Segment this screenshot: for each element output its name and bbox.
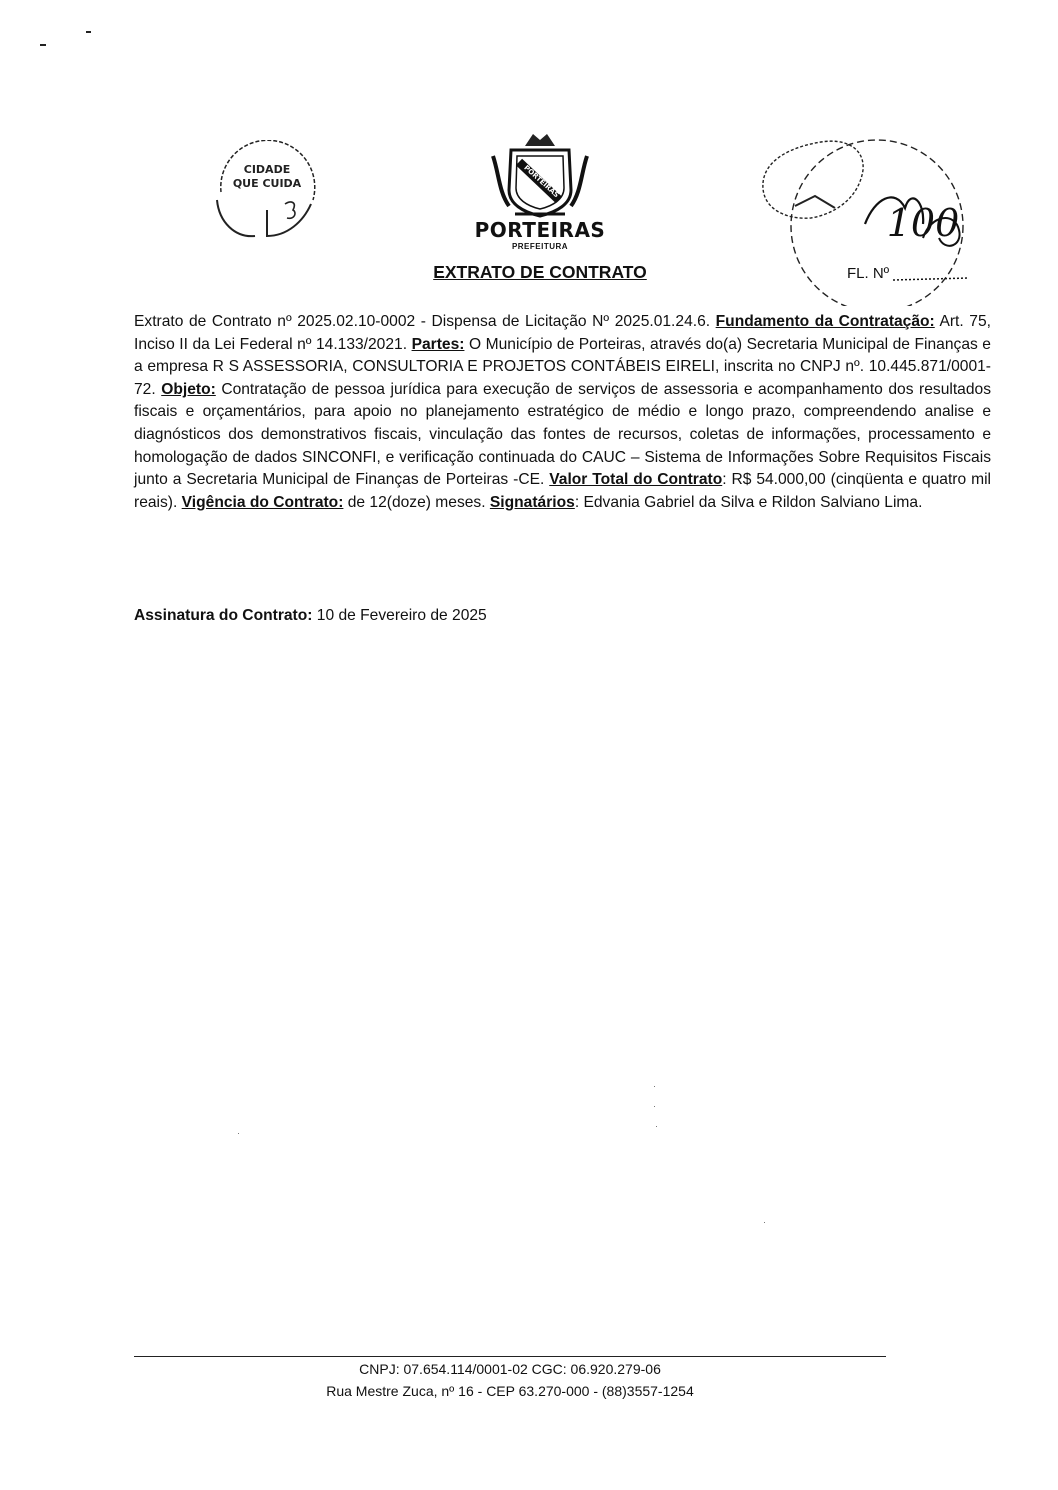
cidade-que-cuida-logo (205, 140, 330, 245)
scan-speck (764, 1222, 765, 1223)
porteiras-crest-icon (485, 128, 595, 220)
svg-text:PORTEIRAS: PORTEIRAS (522, 163, 561, 200)
vigencia-label: Vigência do Contrato: (181, 493, 344, 511)
footer-divider (134, 1356, 886, 1357)
protocol-stamp (755, 128, 980, 306)
brand-subtitle: PREFEITURA (511, 242, 569, 251)
document-title: EXTRATO DE CONTRATO (433, 262, 647, 282)
signature-date-value: 10 de Fevereiro de 2025 (312, 607, 487, 624)
signature-date-label: Assinatura do Contrato: (134, 607, 313, 624)
contract-intro: Extrato de Contrato nº 2025.02.10-0002 - Dispensa de Licitação Nº 2025.01.24.6. (134, 313, 716, 330)
partes-text: O Município de Porteiras, através do(a) Secretaria Municipal de Finanças e a empresa R S ASSESSORIA, CONSULTORIA E PROJETOS CONTÁBEIS EIRELI, inscrita no CNPJ nº. 10.445.871/0001-72. (134, 335, 991, 398)
brand-name: PORTEIRAS (474, 218, 606, 242)
stamp-label: FL. Nº (847, 265, 890, 282)
fundamento-text: Art. 75, Inciso II da Lei Federal nº 14.133/2021. (134, 313, 991, 353)
scan-speck (238, 1133, 239, 1134)
vigencia-text: de 12(doze) meses. (343, 493, 490, 511)
logo-text-line1: CIDADE (243, 163, 291, 176)
objeto-label: Objeto: (161, 380, 216, 398)
valor-text: : R$ 54.000,00 (cinqüenta e quatro mil reais). (134, 471, 992, 511)
signatarios-label: Signatários (489, 493, 575, 511)
footer-address: Rua Mestre Zuca, nº 16 - CEP 63.270-000 - (88)3557-1254 (326, 1383, 694, 1399)
contract-extract-paragraph (134, 311, 991, 514)
scan-speck (654, 1086, 655, 1087)
scan-mark (86, 31, 91, 33)
partes-label: Partes: (411, 335, 465, 353)
scan-speck (656, 1126, 657, 1127)
signatarios-text: : Edvania Gabriel da Silva e Rildon Salviano Lima. (574, 493, 923, 511)
stamp-handwritten-number: 100 (886, 201, 960, 245)
fundamento-label: Fundamento da Contratação: (715, 313, 935, 330)
objeto-text: Contratação de pessoa jurídica para execução de serviços de assessoria e acompanhamento dos resultados fiscais e orçamentários, para apoio no planejamento estratégico de médio e longo prazo, compreendendo analise e diagnósticos dos demonstrativos fiscais, vinculação das fontes de recursos, coletas de informações, processamento e homologação de dados SINCONFI, e verificação continuada do CAUC – Sistema de Informações Sobre Requisitos Fiscais junto a Secretaria Municipal de Finanças de Porteiras -CE. (134, 380, 991, 489)
footer-cnpj: CNPJ: 07.654.114/0001-02 CGC: 06.920.279-06 (359, 1361, 661, 1377)
valor-label: Valor Total do Contrato (549, 471, 723, 489)
scan-speck (654, 1106, 655, 1107)
scan-mark (40, 44, 46, 46)
logo-text-line2: QUE CUIDA (232, 177, 302, 190)
signature-date-line (134, 607, 834, 625)
